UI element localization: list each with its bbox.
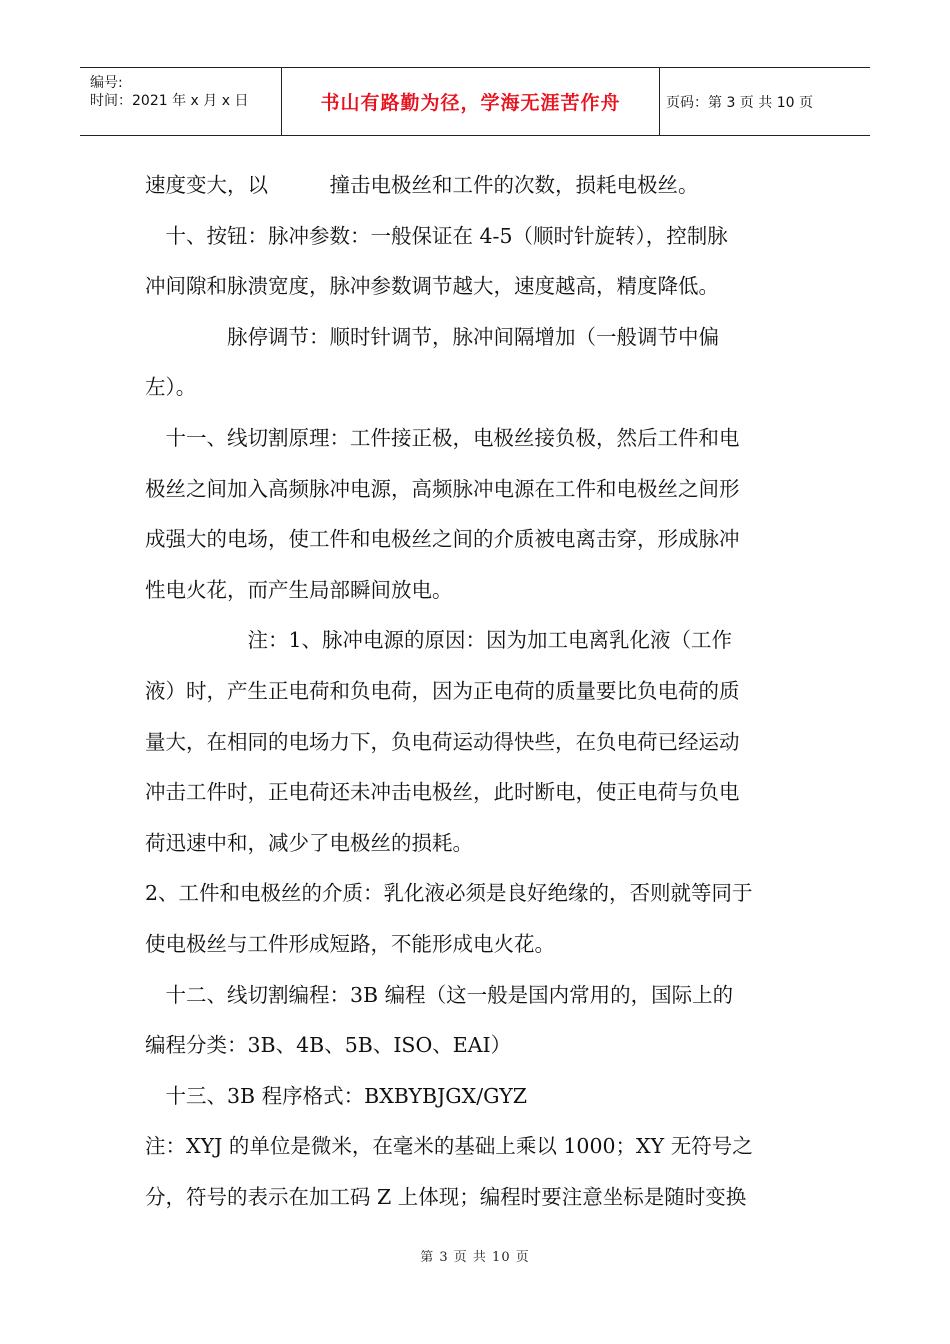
text-line: 冲间隙和脉溃宽度，脉冲参数调节越大，速度越高，精度降低。 [145, 274, 719, 299]
page-number-label: 页码：第 3 页 共 10 页 [666, 94, 813, 111]
header-page-cell [660, 68, 870, 135]
date-label: 时间：2021 年 x 月 x 日 [90, 93, 249, 109]
serial-number-label: 编号: [90, 75, 123, 91]
text-line: 十、按钮：脉冲参数：一般保证在 4-5（顺时针旋转），控制脉 [145, 223, 728, 248]
page-header [80, 67, 870, 136]
page-footer: 第 3 页 共 10 页 [420, 1250, 530, 1265]
motto-text: 书山有路勤为径，学海无涯苦作舟 [320, 92, 621, 114]
text-line: 液）时，产生正电荷和负电荷，因为正电荷的质量要比负电荷的质 [145, 678, 740, 703]
header-motto-cell [282, 68, 660, 135]
text-line: 注：XYJ 的单位是微米，在毫米的基础上乘以 1000；XY 无符号之 [145, 1134, 753, 1159]
document-body [145, 160, 810, 1222]
text-line: 左）。 [145, 375, 197, 400]
text-line: 冲击工件时，正电荷还未冲击电极丝，此时断电，使正电荷与负电 [145, 780, 740, 805]
text-line: 2、工件和电极丝的介质：乳化液必须是良好绝缘的，否则就等同于 [145, 881, 753, 906]
text-line: 脉停调节：顺时针调节，脉冲间隔增加（一般调节中偏 [145, 324, 719, 349]
text-line: 编程分类：3B、4B、5B、ISO、EAI） [145, 1033, 512, 1058]
header-meta-cell [80, 68, 282, 135]
text-line: 注：1、脉冲电源的原因：因为加工电离乳化液（工作 [145, 628, 733, 653]
text-line: 成强大的电场，使工件和电极丝之间的介质被电离击穿，形成脉冲 [145, 527, 740, 552]
text-line: 十三、3B 程序格式：BXBYBJGX/GYZ [145, 1083, 527, 1108]
text-line: 极丝之间加入高频脉冲电源，高频脉冲电源在工件和电极丝之间形 [145, 476, 740, 501]
text-line: 荷迅速中和，减少了电极丝的损耗。 [145, 830, 473, 855]
text-line: 使电极丝与工件形成短路，不能形成电火花。 [145, 931, 555, 956]
text-line: 量大，在相同的电场力下，负电荷运动得快些，在负电荷已经运动 [145, 729, 740, 754]
text-line: 速度变大，以 撞击电极丝和工件的次数，损耗电极丝。 [145, 173, 699, 197]
text-line: 性电火花，而产生局部瞬间放电。 [145, 577, 453, 602]
text-line: 十一、线切割原理：工件接正极，电极丝接负极，然后工件和电 [145, 425, 740, 450]
text-line: 分，符号的表示在加工码 Z 上体现；编程时要注意坐标是随时变换 [145, 1184, 747, 1209]
text-line: 十二、线切割编程：3B 编程（这一般是国内常用的，国际上的 [145, 982, 734, 1007]
